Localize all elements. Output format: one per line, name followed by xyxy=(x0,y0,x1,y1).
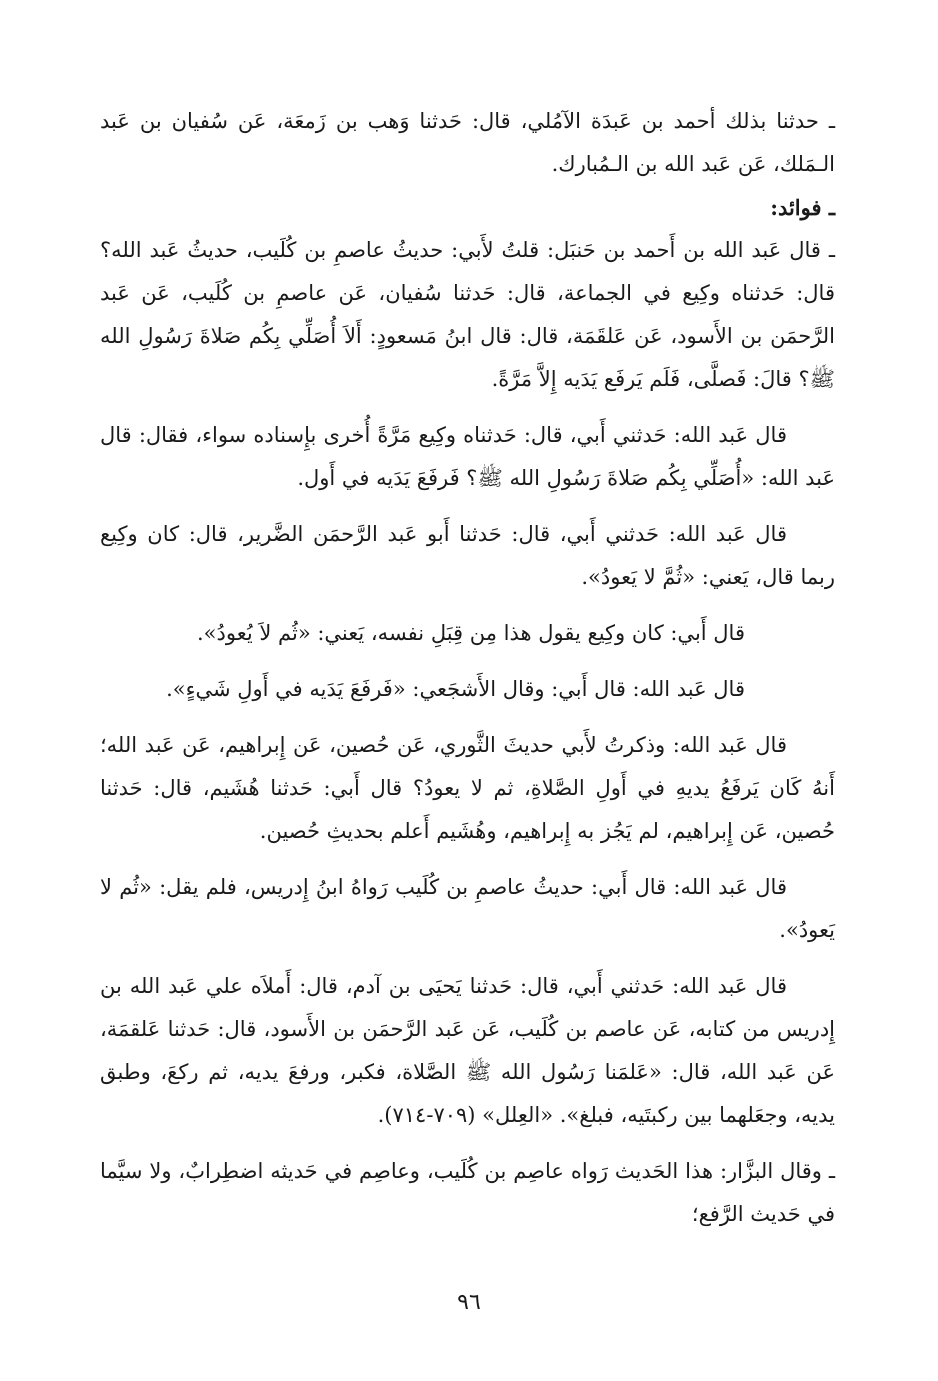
paragraph-waki-second-narration: قال عَبد الله: حَدثني أَبي، قال: حَدثناه وكِيع مَرَّةً أُخرى بإِسناده سواء، فقال: قال عَبد الله: «أُصَلِّي بِكُم صَلاةَ رَسُولِ الله ﷺ؟ فَرفَعَ يَدَيه في أَول. xyxy=(100,423,835,490)
paragraph-bazzar: ـ وقال البزَّار: هذا الحَديث رَواه عاصِم بن كُلَيب، وعاصِم في حَديثه اضطِرابٌ، ولا سيَّما في حَديث الرَّفع؛ xyxy=(100,1159,835,1226)
paragraph-ibn-idris: قال عَبد الله: قال أَبي: حديثُ عاصمِ بن كُلَيب رَواهُ ابنُ إِدريس، فلم يقل: «ثُم لا يَعودُ». xyxy=(100,875,835,942)
paragraph-chain-of-narration: ـ حدثنا بذلك أحمد بن عَبدَة الآمُلي، قال: حَدثنا وَهب بن زَمعَة، عَن سُفيان بن عَبد الـمَلك، عَن عَبد الله بن الـمُبارك. xyxy=(100,109,835,176)
paragraph-abu-abdurrahman: قال عَبد الله: حَدثني أَبي، قال: حَدثنا أَبو عَبد الرَّحمَن الضَّرير، قال: كان وكِيع ربما قال، يَعني: «ثُمَّ لا يَعودُ». xyxy=(100,522,835,589)
section-heading-benefits: ـ فوائد: xyxy=(770,195,835,220)
paragraph-waki-own-words: قال أَبي: كان وكِيع يقول هذا مِن قِبَلِ نفسه، يَعني: «ثُم لاَ يُعودُ». xyxy=(196,621,745,645)
paragraph-thawri-hadith: قال عَبد الله: وذكرتُ لأَبي حديثَ الثَّوري، عَن حُصين، عَن إِبراهيم، عَن عَبد الله؛ أَنهُ كَان يَرفَعُ يديهِ في أَولِ الصَّلاةِ، ثم لا يعودُ؟ قال أَبي: حَدثنا هُشَيم، قال: حَدثنا حُصين، عَن إِبراهيم، لم يَجُز به إِبراهيم، وهُشَيم أَعلم بحديثِ حُصين. xyxy=(100,733,835,843)
page-text xyxy=(100,100,835,1236)
page-number: ٩٦ xyxy=(457,1290,481,1315)
paragraph-yahya-ibn-adam: قال عَبد الله: حَدثني أَبي، قال: حَدثنا يَحيَى بن آدم، قال: أَملاَه علي عَبد الله بن إِدريس من كتابه، عَن عاصم بن كُلَيب، عَن عَبد الرَّحمَن بن الأَسود، قال: حَدثنا عَلقمَة، عَن عَبد الله، قال: «عَلمَنا رَسُول الله ﷺ الصَّلاة، فكبر، ورفعَ يديه، ثم ركعَ، وطبق يديه، وجعَلهما بين ركبتَيه، فبلغ». «العِلل» (٧٠٩-٧١٤). xyxy=(100,974,835,1127)
paragraph-ashjai: قال عَبد الله: قال أَبي: وقال الأَشجَعي: «فَرفَعَ يَدَيه في أَولِ شَيءٍ». xyxy=(166,677,745,701)
paragraph-abdullah-question: ـ قال عَبد الله بن أَحمد بن حَنبَل: قلتُ لأَبي: حديثُ عاصمِ بن كُلَيب، حديثُ عَبد الله؟ قال: حَدثناه وكِيع في الجماعة، قال: حَدثنا سُفيان، عَن عاصمِ بن كُلَيب، عَن عَبد الرَّحمَن بن الأَسود، عَن عَلقَمَة، قال: قال ابنُ مَسعودٍ: أَلاَ أُصَلِّي بِكُم صَلاةَ رَسُولِ الله ﷺ؟ قالَ: فَصلَّى، فَلَم يَرفَع يَدَيه إِلاَّ مَرَّةً. xyxy=(100,238,835,391)
